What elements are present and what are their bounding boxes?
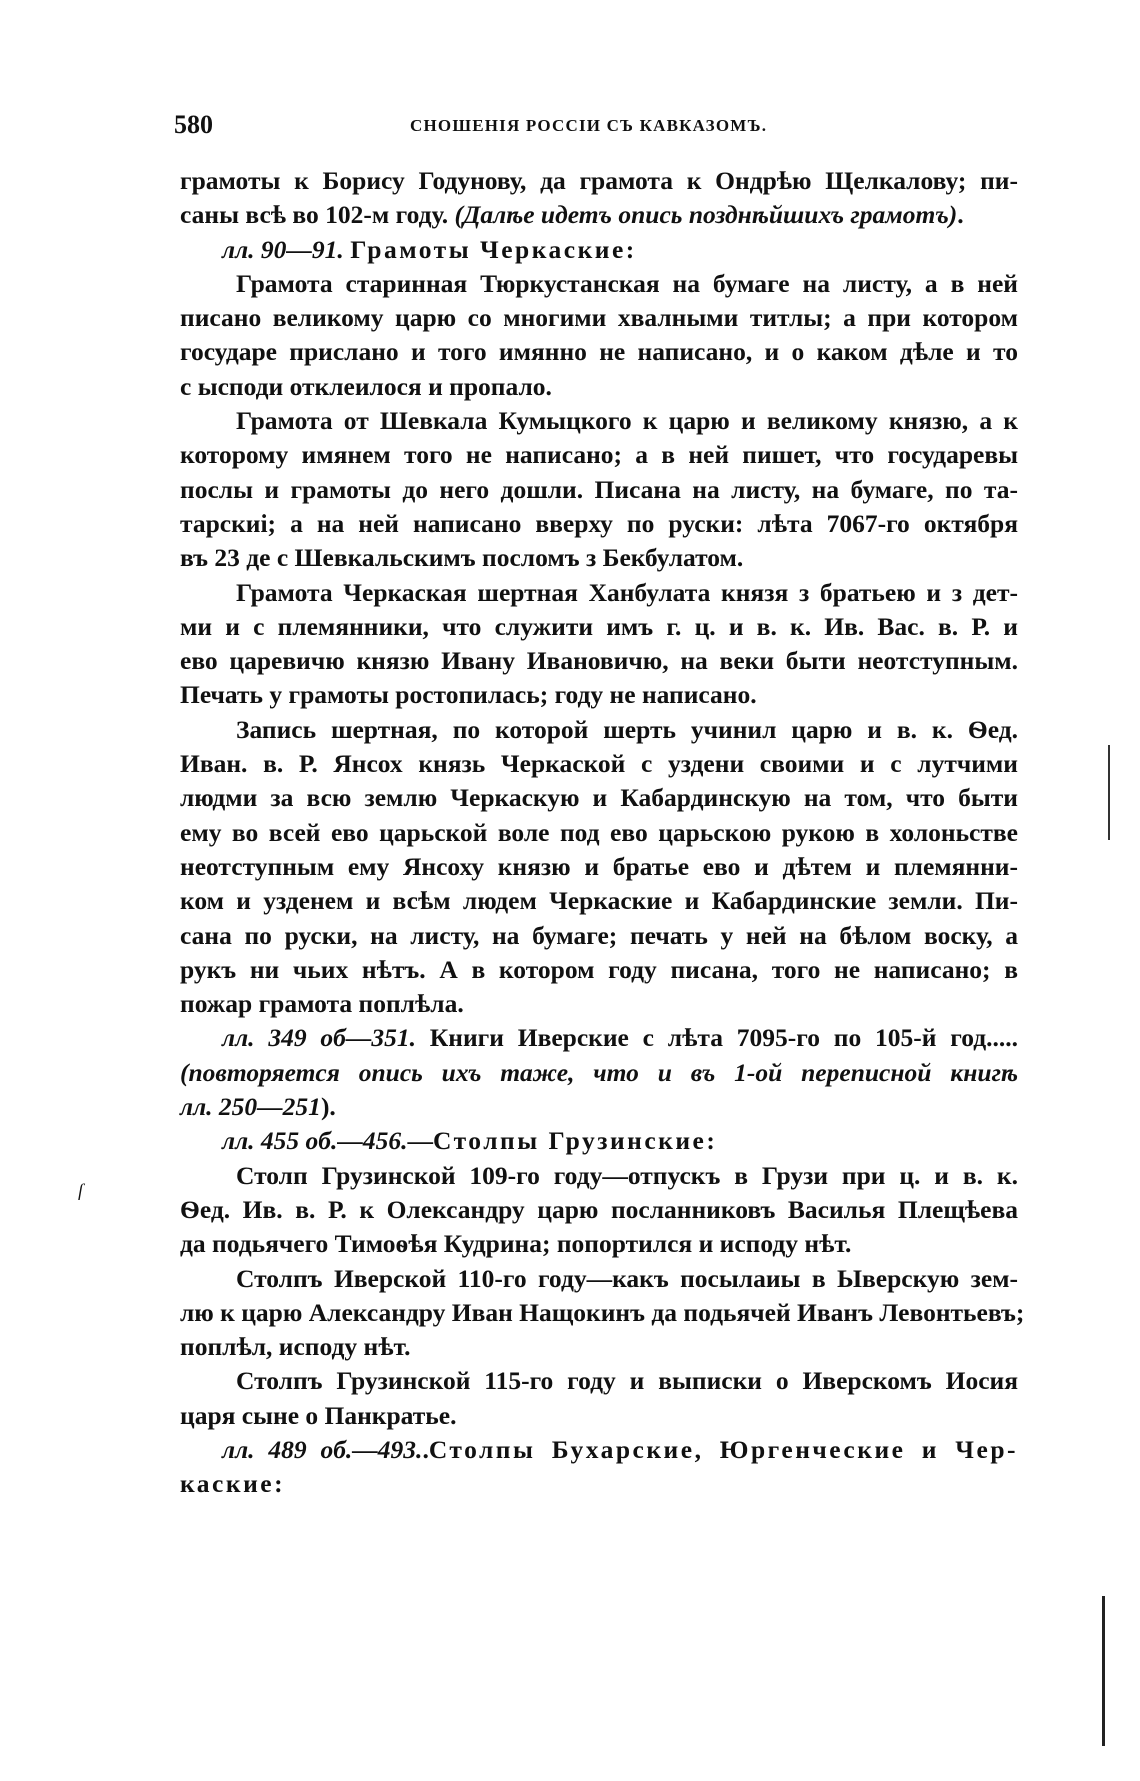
- text-line: Грамота от Шевкала Кумыцкого к царю и великому князю, а к: [236, 406, 1018, 436]
- page-number: 580: [174, 110, 213, 139]
- text-line: пожар грамота поплѣла.: [180, 989, 464, 1019]
- text-segment: .: [957, 200, 964, 230]
- folio-reference: лл. 90—91.: [222, 234, 344, 264]
- section-heading: Столпы Грузинские:: [433, 1126, 718, 1156]
- text-line: Запись шертная, по которой шерть учинил царю и в. к. Ѳед.: [236, 714, 1018, 744]
- text-line: с ысподи отклеилося и пропало.: [180, 371, 552, 401]
- text-line: Грамота Черкаская шертная Ханбулата князя з братьею и з дет-: [236, 577, 1018, 607]
- text-line: [180, 1021, 1018, 1055]
- text-line: людми за всю землю Черкаскую и Кабардинскую на том, что быти: [180, 783, 1018, 813]
- folio-reference: лл. 349 об—351.: [222, 1023, 416, 1053]
- text-line: послы и грамоты до него дошли. Писана на листу, на бумаге, по та-: [180, 474, 1018, 504]
- text-line: ему во всей ево царьской воле под ево царьскою рукою в холоньстве: [180, 817, 1018, 847]
- text-line: [180, 233, 1018, 267]
- text-line: да подьячего Тимоѳѣя Кудрина; попортился и исподу нѣт.: [180, 1229, 852, 1259]
- text-line: [180, 1056, 1018, 1090]
- text-line: сана по руски, на листу, на бумаге; печать у ней на бѣлом воску, а: [180, 920, 1018, 950]
- text-line: неотступным ему Янсоху князю и братье ево и дѣтем и племянни-: [180, 851, 1018, 881]
- text-line: въ 23 де с Шевкальскимъ посломъ з Бекбулатом.: [180, 543, 744, 573]
- page-header: [174, 110, 1016, 150]
- text-line: Столпъ Иверской 110-го году—какъ посылаиы в Ыверскую зем-: [236, 1263, 1018, 1293]
- text-line: [180, 1090, 1018, 1124]
- page-edge-shadow-mid: [1108, 745, 1110, 840]
- text-line: [180, 1467, 1018, 1501]
- text-line: государе прислано и того имянно не написано, и о каком дѣле и то: [180, 337, 1018, 367]
- text-line: ево царевичю князю Ивану Ивановичю, на веки быти неотступным.: [180, 646, 1018, 676]
- text-line: Грамота старинная Тюркустанская на бумаге на листу, а в ней: [236, 268, 1018, 298]
- text-line: царя сыне о Панкратье.: [180, 1400, 457, 1430]
- text-line: [180, 1124, 1018, 1158]
- section-heading: каские:: [180, 1469, 286, 1499]
- section-heading: Грамоты Черкаские:: [350, 234, 637, 264]
- text-line: рукъ ни чьих нѣтъ. А в котором году писана, того не написано; в: [180, 954, 1018, 984]
- text-line: [180, 1433, 1018, 1467]
- running-title: СНОШЕНІЯ РОССІИ СЪ КАВКАЗОМЪ.: [410, 116, 768, 135]
- text-line: Иван. в. Р. Янсох князь Черкаской с уздени своими и с лутчими: [180, 749, 1018, 779]
- folio-reference: (Далѣе идетъ опись позднѣйшихъ грамотъ): [454, 200, 958, 230]
- text-line: которому имянем того не написано; а в ней пишет, что государевы: [180, 440, 1018, 470]
- text-line: ми и с племянники, что служити имъ г. ц. и в. к. Ив. Вас. в. Р. и: [180, 611, 1018, 641]
- text-line: ком и узденем и всѣм людем Черкаские и Кабардинские земли. Пи-: [180, 886, 1018, 916]
- page-edge-shadow: [1102, 1596, 1105, 1746]
- folio-reference: лл. 250—251: [180, 1092, 321, 1122]
- text-line: тарскиі; а на ней написано вверху по руски: лѣта 7067-го октября: [180, 508, 1018, 538]
- text-line: Печать у грамоты ростопилась; году не написано.: [180, 680, 757, 710]
- margin-mark: ſ: [78, 1180, 84, 1200]
- text-line: Столпъ Грузинской 115-го году и выписки о Иверскомъ Иосия: [236, 1366, 1018, 1396]
- text-line: лю к царю Александру Иван Нащокинъ да подьячей Иванъ Левонтьевъ;: [180, 1297, 1025, 1327]
- text-segment: ).: [320, 1092, 336, 1122]
- folio-reference: лл. 489 об.—493.: [222, 1434, 423, 1464]
- text-line: поплѣл, исподу нѣт.: [180, 1332, 411, 1362]
- text-line: [180, 198, 1018, 232]
- body-text: [180, 164, 1025, 1502]
- text-segment: —: [407, 1126, 434, 1156]
- text-segment: .: [422, 1434, 429, 1464]
- text-line: грамоты к Борису Годунову, да грамота к Ондрѣю Щелкалову; пи-: [180, 166, 1018, 195]
- text-segment: саны всѣ во 102-м году.: [180, 200, 455, 230]
- folio-reference: лл. 455 об.—456.: [222, 1126, 408, 1156]
- section-heading: Столпы Бухарские, Юргенческие и Чер-: [428, 1434, 1018, 1464]
- text-line: Ѳед. Ив. в. Р. к Олександру царю посланниковъ Василья Плещѣева: [180, 1194, 1018, 1224]
- text-line: писано великому царю со многими хвалными титлы; а при котором: [180, 303, 1018, 333]
- text-line: Столп Грузинской 109-го году—отпускъ в Грузи при ц. и в. к.: [236, 1160, 1018, 1190]
- text-segment: Книги Иверские с лѣта 7095-го по 105-й год.....: [416, 1023, 1018, 1053]
- folio-reference: (повторяется опись ихъ таже, что и въ 1-ой переписной книгѣ: [180, 1057, 1018, 1087]
